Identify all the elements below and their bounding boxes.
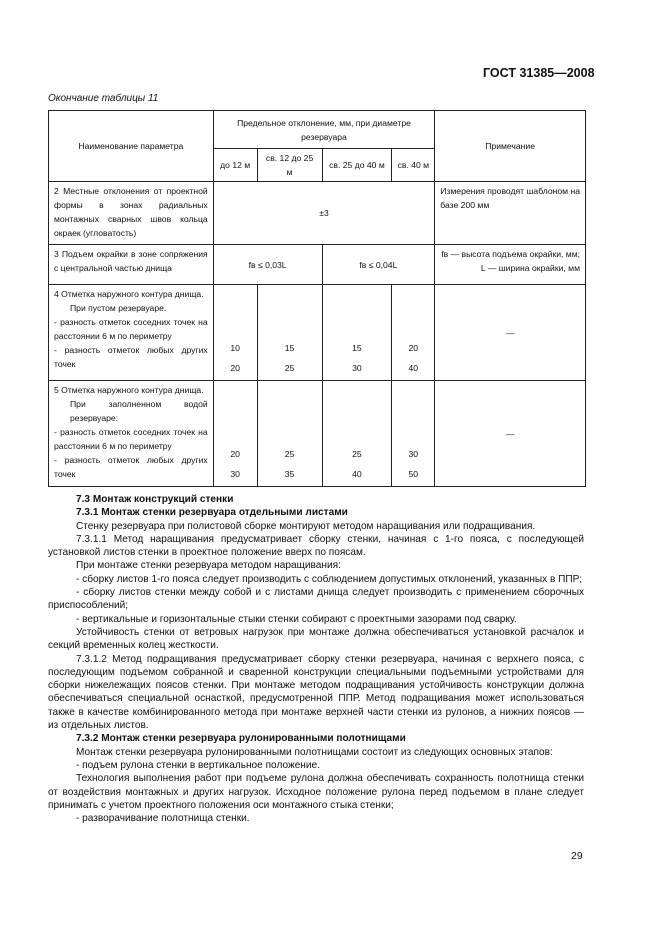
row5-val-a4: 30 xyxy=(408,449,419,459)
row5-note: — xyxy=(435,381,586,487)
header-deviation: Предельное отклонение, мм, при диаметре резервуара xyxy=(213,111,435,149)
paragraph: Стенку резервуара при полистовой сборке монтируют методом наращивания или подращивания. xyxy=(76,520,536,532)
paragraph: Технология выполнения работ при подъеме рулона должна обеспечивать сохранность полотнища стенки от воздействия монтажных и других нагрузок. Исходное положение рулона перед подъемом в плане следует принимать с учетом проектного положения оси монтажного стыка стенки; xyxy=(48,773,584,811)
row5-val-a1: 20 xyxy=(230,449,240,459)
subheader-d2: св. 12 до 25 м xyxy=(257,149,322,182)
row4-col2 xyxy=(257,285,322,381)
row4-val-b3: 30 xyxy=(352,363,362,373)
row4-item-b: - разность отметок любых других точек xyxy=(54,345,208,369)
paragraph: При монтаже стенки резервуара методом наращивания: xyxy=(76,560,341,572)
row5-title: 5 Отметка наружного контура днища. xyxy=(54,385,204,395)
row4-val-a1: 10 xyxy=(230,343,240,353)
heading-7-3-1: 7.3.1 Монтаж стенки резервуара отдельными листами xyxy=(76,507,348,519)
row4-val-b4: 40 xyxy=(408,363,419,373)
row4-col4 xyxy=(392,285,435,381)
row5-val-b1: 30 xyxy=(230,469,240,479)
row4-col3 xyxy=(322,285,392,381)
row5-val-b3: 40 xyxy=(352,469,362,479)
row5-col2 xyxy=(257,381,322,487)
row4-cond: При пустом резервуаре. xyxy=(70,303,167,313)
paragraph: Монтаж стенки резервуара рулонированными полотнищами состоит из следующих основных этапов: xyxy=(76,746,553,758)
row4-title: 4 Отметка наружного контура днища. xyxy=(54,289,204,299)
row4-val-a2: 15 xyxy=(284,343,295,353)
row4-note: — xyxy=(435,285,586,381)
table-row xyxy=(49,381,586,487)
row3-value-a: fв ≤ 0,03L xyxy=(213,245,322,285)
list-item: - сборку листов 1-го пояса следует производить с соблюдением допустимых отклонений, указанных в ППР; xyxy=(76,573,583,585)
row4-item-a: - разность отметок соседних точек на расстоянии 6 м по периметру xyxy=(54,317,208,341)
row5-cond: При заполненном водой резервуаре: xyxy=(70,399,208,423)
row4-val-a3: 15 xyxy=(352,343,362,353)
header-param: Наименование параметра xyxy=(49,111,214,182)
row5-val-b4: 50 xyxy=(408,469,419,479)
row4-val-b2: 25 xyxy=(284,363,295,373)
row5-col4 xyxy=(392,381,435,487)
row2-value: ±3 xyxy=(213,182,435,245)
row5-val-a2: 25 xyxy=(284,449,295,459)
paragraph: 7.3.1.1 Метод наращивания предусматривает сборку стенки, начиная с 1-го пояса, с последующей установкой листов стенки в проектное положение вверх по поясам. xyxy=(48,533,584,559)
heading-7-3: 7.3 Монтаж конструкций стенки xyxy=(76,494,234,505)
row5-val-b2: 35 xyxy=(284,469,295,479)
header-note: Примечание xyxy=(435,111,586,182)
paragraph: Устойчивость стенки от ветровых нагрузок при монтаже должна обеспечиваться установкой расчалок и секций временных колец жесткости. xyxy=(48,626,584,652)
table-row xyxy=(49,245,586,285)
row4-param xyxy=(49,285,214,381)
row3-note-line1: fв — высота подъема окрайки, мм; xyxy=(441,249,580,259)
row5-item-b: - разность отметок любых других точек xyxy=(54,455,208,479)
body-text xyxy=(48,493,584,825)
row2-note: Измерения проводят шаблоном на базе 200 мм xyxy=(435,182,586,245)
row3-note-line2: L — ширина окрайки, мм xyxy=(480,263,580,273)
row5-val-a3: 25 xyxy=(352,449,362,459)
row3-note xyxy=(435,245,586,285)
table-caption: Окончание таблицы 11 xyxy=(48,93,159,104)
row4-val-a4: 20 xyxy=(408,343,419,353)
row5-param xyxy=(49,381,214,487)
table-row xyxy=(49,182,586,245)
list-item: - разворачивание полотнища стенки. xyxy=(76,813,250,825)
row4-col1 xyxy=(213,285,257,381)
row4-val-b1: 20 xyxy=(230,363,240,373)
row2-param: 2 Местные отклонения от проектной формы в зонах радиальных монтажных сварных швов кольца окраек (угловатость) xyxy=(49,182,214,245)
list-item: - подъем рулона стенки в вертикальное положение. xyxy=(76,759,320,771)
row5-col3 xyxy=(322,381,392,487)
table-row xyxy=(49,285,586,381)
row5-col1 xyxy=(213,381,257,487)
paragraph: 7.3.1.2 Метод подращивания предусматривает сборку стенки резервуара, начиная с верхнего пояса, с последующим подъемом собранной и сваренной конструкции специальными подъемными устройствами для сборки нижележащих поясов стенки. При монтаже методом подращивания устойчивость конструкции должна обеспечиваться специальной оснасткой, предусмотренной ППР. Метод подращивания может использоваться также в качестве комбинированного метода при монтаже верхней части стенки из рулонов, а нижних поясов — из отдельных листов. xyxy=(48,653,584,732)
document-header: ГОСТ 31385—2008 xyxy=(483,66,595,80)
deviation-table xyxy=(48,110,586,487)
list-item: - сборку листов стенки между собой и с листами днища следует производить с применением сборочных приспособлений; xyxy=(48,587,584,612)
list-item: - вертикальные и горизонтальные стыки стенки собирают с проектными зазорами под сварку. xyxy=(76,613,517,625)
row3-param: 3 Подъем окрайки в зоне сопряжения с центральной частью днища xyxy=(49,245,214,285)
heading-7-3-2: 7.3.2 Монтаж стенки резервуара рулонированными полотнищами xyxy=(76,733,406,745)
subheader-d3: св. 25 до 40 м xyxy=(322,149,392,182)
subheader-d4: св. 40 м xyxy=(392,149,435,182)
row3-value-b: fв ≤ 0,04L xyxy=(322,245,435,285)
row5-item-a: - разность отметок соседних точек на расстоянии 6 м по периметру xyxy=(54,427,208,451)
page-number: 29 xyxy=(571,850,583,862)
subheader-d1: до 12 м xyxy=(213,149,257,182)
